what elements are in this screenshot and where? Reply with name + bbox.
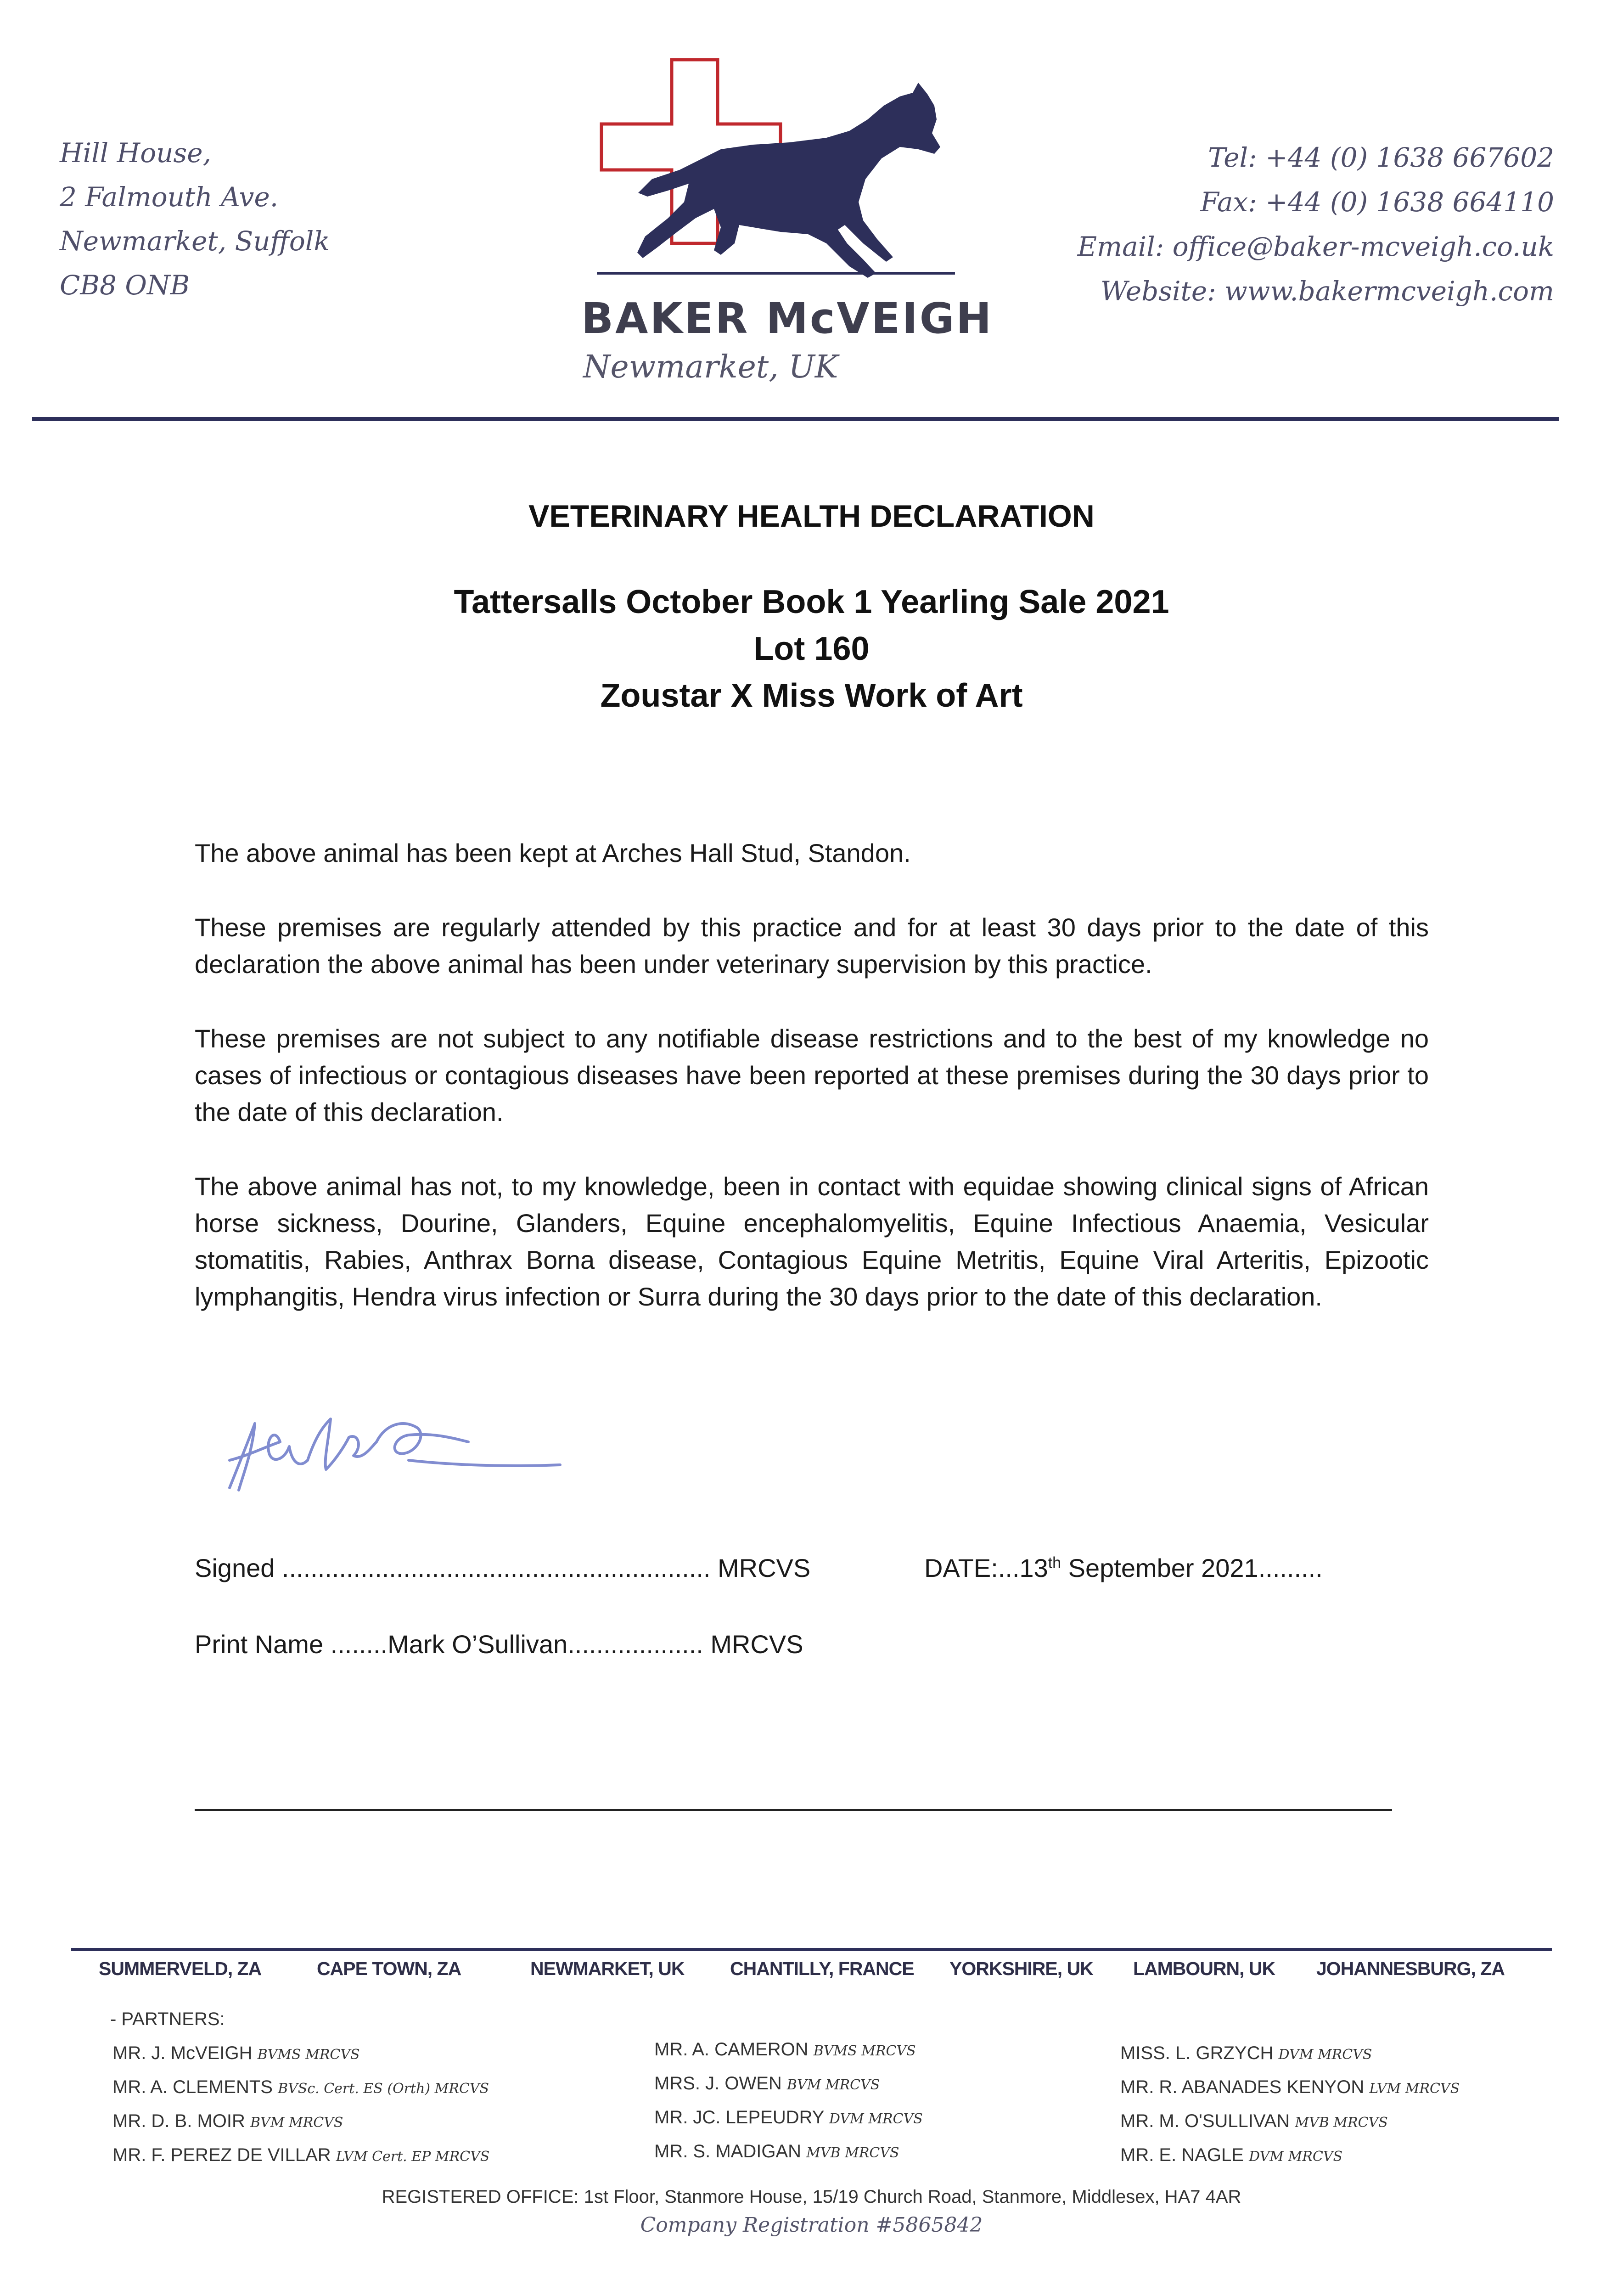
vet-signature bbox=[211, 1391, 578, 1511]
horse-icon bbox=[637, 83, 940, 278]
footer-divider bbox=[71, 1948, 1552, 1951]
registered-office: REGISTERED OFFICE: 1st Floor, Stanmore House, 15/19 Church Road, Stanmore, Middlesex, HA7 4AR bbox=[382, 2187, 1241, 2207]
partner-entry: MR. J. McVEIGH BVMS MRCVS bbox=[112, 2043, 360, 2063]
office-address bbox=[60, 131, 330, 307]
print-name-line: Print Name ........Mark O’Sullivan................... MRCVS bbox=[195, 1630, 803, 1659]
partner-entry: MR. JC. LEPEUDRY DVM MRCVS bbox=[654, 2107, 923, 2127]
baker-mcveigh-logo bbox=[569, 51, 983, 400]
paragraph-supervision: These premises are regularly attended by this practice and for at least 30 days prior to the date of this declaration the above animal has been under veterinary supervision by this practice. bbox=[195, 913, 1429, 979]
location-yorkshire: YORKSHIRE, UK bbox=[949, 1958, 1093, 1979]
signed-line: Signed ............................................................ MRCVS bbox=[195, 1553, 811, 1582]
partners-column-1 bbox=[112, 2037, 489, 2173]
website[interactable]: Website: www.bakermcveigh.com bbox=[1100, 276, 1554, 307]
contact-details bbox=[1078, 135, 1554, 314]
partner-entry: MR. D. B. MOIR BVM MRCVS bbox=[112, 2111, 343, 2131]
lot-number: Lot 160 bbox=[753, 630, 870, 667]
location-chantilly: CHANTILLY, FRANCE bbox=[730, 1958, 914, 1979]
address-line: CB8 ONB bbox=[60, 270, 190, 301]
email[interactable]: Email: office@baker-mcveigh.co.uk bbox=[1077, 231, 1554, 262]
partner-entry: MR. S. MADIGAN MVB MRCVS bbox=[654, 2141, 899, 2161]
partners-heading: - PARTNERS: bbox=[110, 2009, 225, 2029]
partner-entry: MR. A. CLEMENTS BVSc. Cert. ES (Orth) MRCVS bbox=[112, 2077, 489, 2097]
partners-column-3 bbox=[1120, 2037, 1460, 2173]
date-prefix: DATE:...13 bbox=[924, 1553, 1048, 1582]
horse-breeding: Zoustar X Miss Work of Art bbox=[600, 677, 1023, 714]
telephone: Tel: +44 (0) 1638 667602 bbox=[1208, 142, 1554, 173]
location-johannesburg: JOHANNESBURG, ZA bbox=[1316, 1958, 1505, 1979]
partner-entry: MRS. J. OWEN BVM MRCVS bbox=[654, 2073, 880, 2093]
brand-name: BAKER McVEIGH bbox=[581, 294, 994, 343]
partner-entry: MISS. L. GRZYCH DVM MRCVS bbox=[1120, 2043, 1372, 2063]
paragraph-contact: The above animal has not, to my knowledge, been in contact with equidae showing clinical signs of African horse sickness, Dourine, Glanders, Equine encephalomyelitis, Equine Infectious Anaemia, Vesicular stomatitis, Rabies, Anthrax Borna disease, Contagious Equine Metritis, Equine Viral Arteritis, Epizootic lymphangitis, Hendra virus infection or Surra during the 30 days prior to the date of this declaration. bbox=[195, 1172, 1429, 1311]
sale-title: Tattersalls October Book 1 Yearling Sale 2021 bbox=[454, 584, 1169, 620]
partner-entry: MR. R. ABANADES KENYON LVM MRCVS bbox=[1120, 2077, 1460, 2097]
address-line: 2 Falmouth Ave. bbox=[60, 181, 279, 213]
partner-entry: MR. F. PEREZ DE VILLAR LVM Cert. EP MRCVS bbox=[112, 2145, 490, 2165]
address-line: Hill House, bbox=[60, 137, 212, 169]
date-suffix: September 2021......... bbox=[1061, 1553, 1323, 1582]
location-cape-town: CAPE TOWN, ZA bbox=[317, 1958, 461, 1979]
brand-location: Newmarket, UK bbox=[583, 349, 838, 385]
date-ordinal: th bbox=[1048, 1554, 1061, 1572]
location-summerveld: SUMMERVELD, ZA bbox=[99, 1958, 262, 1979]
declaration-date bbox=[924, 1553, 1323, 1583]
header-divider bbox=[32, 417, 1559, 421]
partners-column-2 bbox=[654, 2033, 923, 2169]
signature-divider bbox=[195, 1809, 1392, 1811]
declaration-body bbox=[195, 835, 1429, 1315]
paragraph-premises: The above animal has been kept at Arches Hall Stud, Standon. bbox=[195, 838, 911, 867]
location-lambourn: LAMBOURN, UK bbox=[1133, 1958, 1275, 1979]
fax: Fax: +44 (0) 1638 664110 bbox=[1200, 186, 1554, 218]
company-registration: Company Registration #5865842 bbox=[640, 2213, 983, 2237]
partner-entry: MR. M. O'SULLIVAN MVB MRCVS bbox=[1120, 2111, 1388, 2131]
paragraph-restrictions: These premises are not subject to any notifiable disease restrictions and to the best of my knowledge no cases of infectious or contagious diseases have been reported at these premises during the 30 days prior to the date of this declaration. bbox=[195, 1024, 1429, 1126]
partner-entry: MR. A. CAMERON BVMS MRCVS bbox=[654, 2039, 916, 2060]
logo-rule bbox=[597, 272, 955, 275]
address-line: Newmarket, Suffolk bbox=[60, 225, 330, 257]
document-title: VETERINARY HEALTH DECLARATION bbox=[528, 499, 1095, 534]
location-newmarket: NEWMARKET, UK bbox=[530, 1958, 685, 1979]
partner-entry: MR. E. NAGLE DVM MRCVS bbox=[1120, 2145, 1342, 2165]
